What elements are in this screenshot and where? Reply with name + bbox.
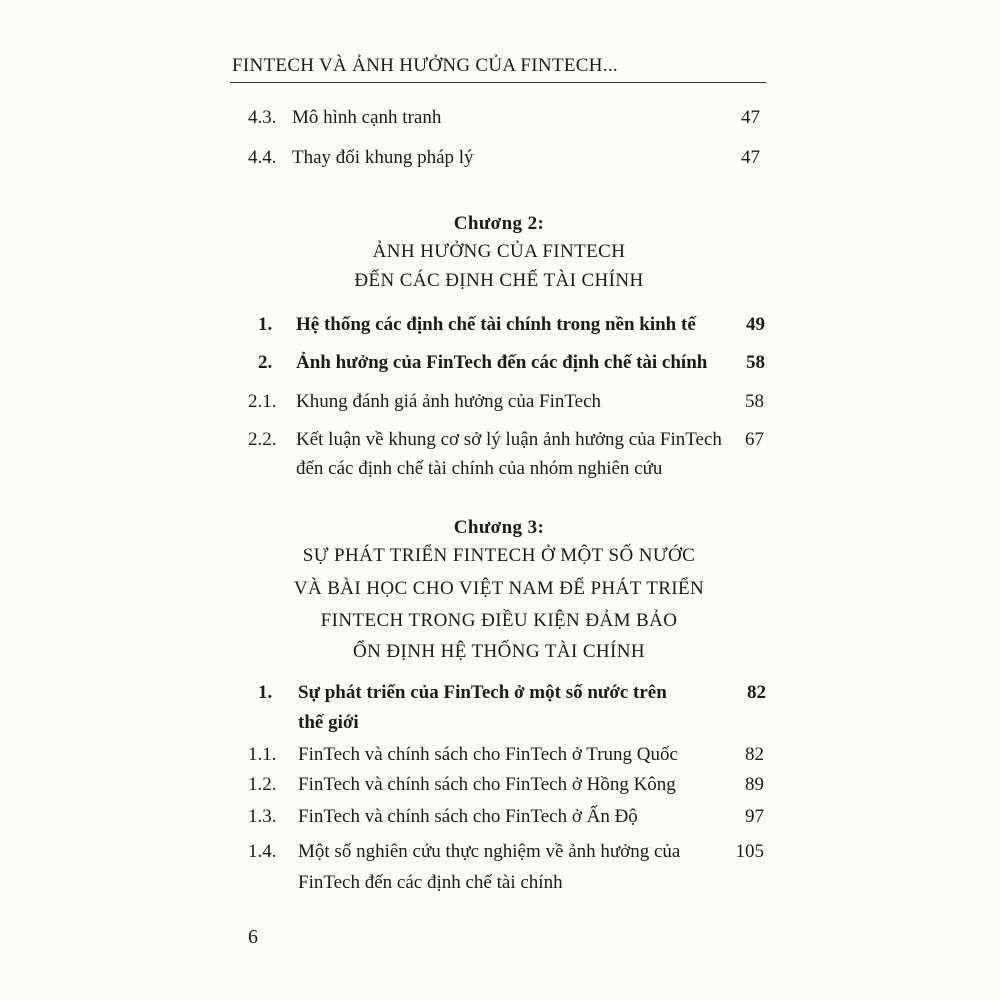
entry-title: Thay đổi khung pháp lý [292,147,474,168]
entry-title-line-2: FinTech đến các định chế tài chính [298,872,563,893]
page-number: 6 [248,926,258,948]
entry-number: 1.4. [248,841,277,862]
entry-page: 82 [745,744,764,765]
entry-title-line-1: Sự phát triển của FinTech ở một số nước trên [298,682,667,703]
entry-page: 89 [745,774,764,795]
entry-page: 82 [747,682,766,703]
toc-entry-4-3 [248,103,760,133]
entry-title-line-2: đến các định chế tài chính của nhóm nghiên cứu [296,458,663,479]
entry-title: Khung đánh giá ảnh hưởng của FinTech [296,391,602,412]
chapter-3-title-line: ỔN ĐỊNH HỆ THỐNG TÀI CHÍNH [352,641,646,662]
entry-title: Mô hình cạnh tranh [292,107,442,128]
toc-entry-3-1-1 [248,740,764,770]
toc-entry-3-1-4 [248,837,764,899]
toc-entry-3-1-3 [248,802,764,832]
toc-entry-2-2-1 [248,387,764,417]
toc-entry-2-1 [258,310,765,340]
toc-entry-3-1 [258,678,766,740]
entry-page: 105 [735,841,764,862]
entry-number: 2. [258,352,273,373]
entry-number: 1.3. [248,806,277,827]
entry-number: 2.1. [248,391,277,412]
chapter-3-title-line: VÀ BÀI HỌC CHO VIỆT NAM ĐỂ PHÁT TRIỂN [293,578,705,599]
entry-title-line-1: Kết luận về khung cơ sở lý luận ảnh hưởng của FinTech [296,429,722,450]
chapter-2-title-line: ĐẾN CÁC ĐỊNH CHẾ TÀI CHÍNH [354,270,644,291]
entry-page: 97 [745,806,764,827]
toc-entry-3-1-2 [248,770,764,800]
entry-title: FinTech và chính sách cho FinTech ở Hồng Kông [298,774,676,795]
entry-title-line-2: thế giới [298,712,359,733]
entry-number: 4.3. [248,107,277,128]
entry-page: 58 [746,352,765,373]
entry-number: 4.4. [248,147,277,168]
entry-title: FinTech và chính sách cho FinTech ở Ấn Độ [298,806,638,827]
toc-entry-2-2 [258,348,765,378]
toc-entry-4-4 [248,143,760,173]
header-rule [230,82,766,83]
chapter-2-title-line: ẢNH HƯỞNG CỦA FINTECH [372,241,626,262]
entry-number: 2.2. [248,429,277,450]
entry-number: 1. [258,682,273,703]
chapter-3-title-line: SỰ PHÁT TRIỂN FINTECH Ở MỘT SỐ NƯỚC [302,545,696,566]
entry-title: Ảnh hưởng của FinTech đến các định chế tài chính [296,352,708,373]
entry-number: 1.2. [248,774,277,795]
chapter-3-title-line: FINTECH TRONG ĐIỀU KIỆN ĐẢM BẢO [320,610,678,631]
entry-number: 1. [258,314,273,335]
entry-page: 49 [746,314,765,335]
entry-page: 47 [741,107,760,128]
entry-title: Hệ thống các định chế tài chính trong nền kinh tế [296,314,696,335]
chapter-2-label: Chương 2: [453,213,545,234]
chapter-3-label: Chương 3: [453,517,545,538]
running-title: FINTECH VÀ ẢNH HƯỞNG CỦA FINTECH... [232,55,618,76]
entry-page: 58 [745,391,764,412]
entry-page: 67 [745,429,764,450]
entry-number: 1.1. [248,744,277,765]
entry-title-line-1: Một số nghiên cứu thực nghiệm về ảnh hưởng của [298,841,681,862]
entry-title: FinTech và chính sách cho FinTech ở Trung Quốc [298,744,678,765]
toc-entry-2-2-2 [248,425,764,487]
entry-page: 47 [741,147,760,168]
